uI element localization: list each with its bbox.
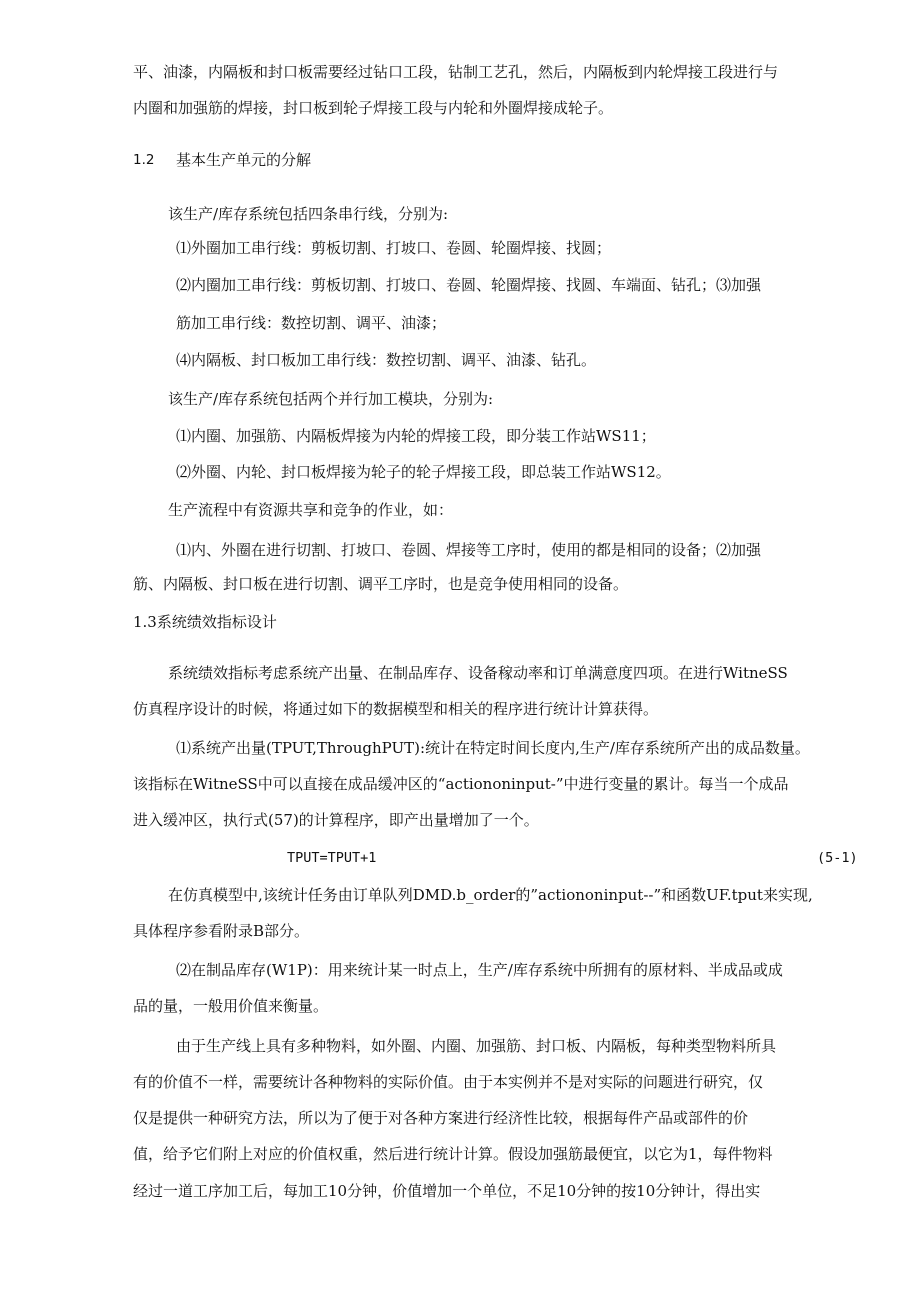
body-text-line: 品的量，一般用价值来衡量。 [133,997,329,1015]
list-item: ⑴外圈加工串行线：剪板切割、打坡口、卷圆、轮圈焊接、找圆； [176,239,612,257]
body-text-line: 该生产/库存系统包括两个并行加工模块，分别为: [168,390,494,408]
body-text-line: 系统绩效指标考虑系统产出量、在制品库存、设备稼动率和订单满意度四项。在进行WitneSS [168,664,788,682]
body-text-line: 仅是提供一种研究方法，所以为了便于对各种方案进行经济性比较，根据每件产品或部件的价 [133,1109,749,1127]
body-text-line: 有的价值不一样，需要统计各种物料的实际价值。由于本实例并不是对实际的问题进行研究，仅 [133,1073,764,1091]
body-text-line: 该生产/库存系统包括四条串行线，分别为: [168,205,449,223]
section-heading: 基本生产单元的分解 [176,151,312,169]
list-item: 筋、内隔板、封口板在进行切割、调平工序时，也是竞争使用相同的设备。 [133,575,629,593]
body-text-line: ⑴系统产出量(TPUT,ThroughPUT):统计在特定时间长度内,生产/库存系统所产出的成品数量。 [176,739,810,757]
body-text-line: 经过一道工序加工后，每加工10分钟，价值增加一个单位，不足10分钟的按10分钟计，得出实 [133,1182,761,1200]
list-item: ⑴内、外圈在进行切割、打坡口、卷圆、焊接等工序时，使用的都是相同的设备；⑵加强 [176,541,762,559]
body-text-line: 具体程序参看附录B部分。 [133,922,310,940]
list-item: ⑴内圈、加强筋、内隔板焊接为内轮的焊接工段，即分装工作站WS11； [176,427,656,445]
body-text-line: 在仿真模型中,该统计任务由订单队列DMD.b_order的”actiononinput--”和函数UF.tput来实现, [168,886,813,904]
body-text-line: 值，给予它们附上对应的价值权重，然后进行统计计算。假设加强筋最便宜，以它为1，每件物料 [133,1145,773,1163]
body-text-line: 生产流程中有资源共享和竞争的作业，如： [168,501,454,519]
list-item: ⑷内隔板、封口板加工串行线：数控切割、调平、油漆、钻孔。 [176,351,597,369]
list-item: ⑵内圈加工串行线：剪板切割、打坡口、卷圆、轮圈焊接、找圆、车端面、钻孔；⑶加强 [176,276,762,294]
body-text-line: 进入缓冲区，执行式(57)的计算程序，即产出量增加了一个。 [133,811,539,829]
body-text-line: ⑵在制品库存(W1P)：用来统计某一时点上，生产/库存系统中所拥有的原材料、半成品或成 [176,961,783,979]
list-item: 筋加工串行线：数控切割、调平、油漆； [176,314,447,332]
section-heading: 1.3系统绩效指标设计 [133,613,277,631]
body-text-line: 由于生产线上具有多种物料，如外圈、内圈、加强筋、封口板、内隔板，每种类型物料所具 [176,1037,777,1055]
section-number: 1.2 [133,152,155,168]
list-item: ⑵外圈、内轮、封口板焊接为轮子的轮子焊接工段，即总装工作站WS12。 [176,463,671,481]
body-text-line: 仿真程序设计的时候，将通过如下的数据模型和相关的程序进行统计计算获得。 [133,700,659,718]
intro-paragraph-line: 平、油漆，内隔板和封口板需要经过钻口工段，钻制工艺孔，然后，内隔板到内轮焊接工段进行与 [133,63,779,81]
intro-paragraph-line: 内圈和加强筋的焊接，封口板到轮子焊接工段与内轮和外圈焊接成轮子。 [133,99,614,117]
equation-number: (5-1) [817,850,858,866]
body-text-line: 该指标在WitneSS中可以直接在成品缓冲区的“actiononinput-”中进行变量的累计。每当一个成品 [133,775,789,793]
equation: TPUT=TPUT+1 [287,850,377,866]
